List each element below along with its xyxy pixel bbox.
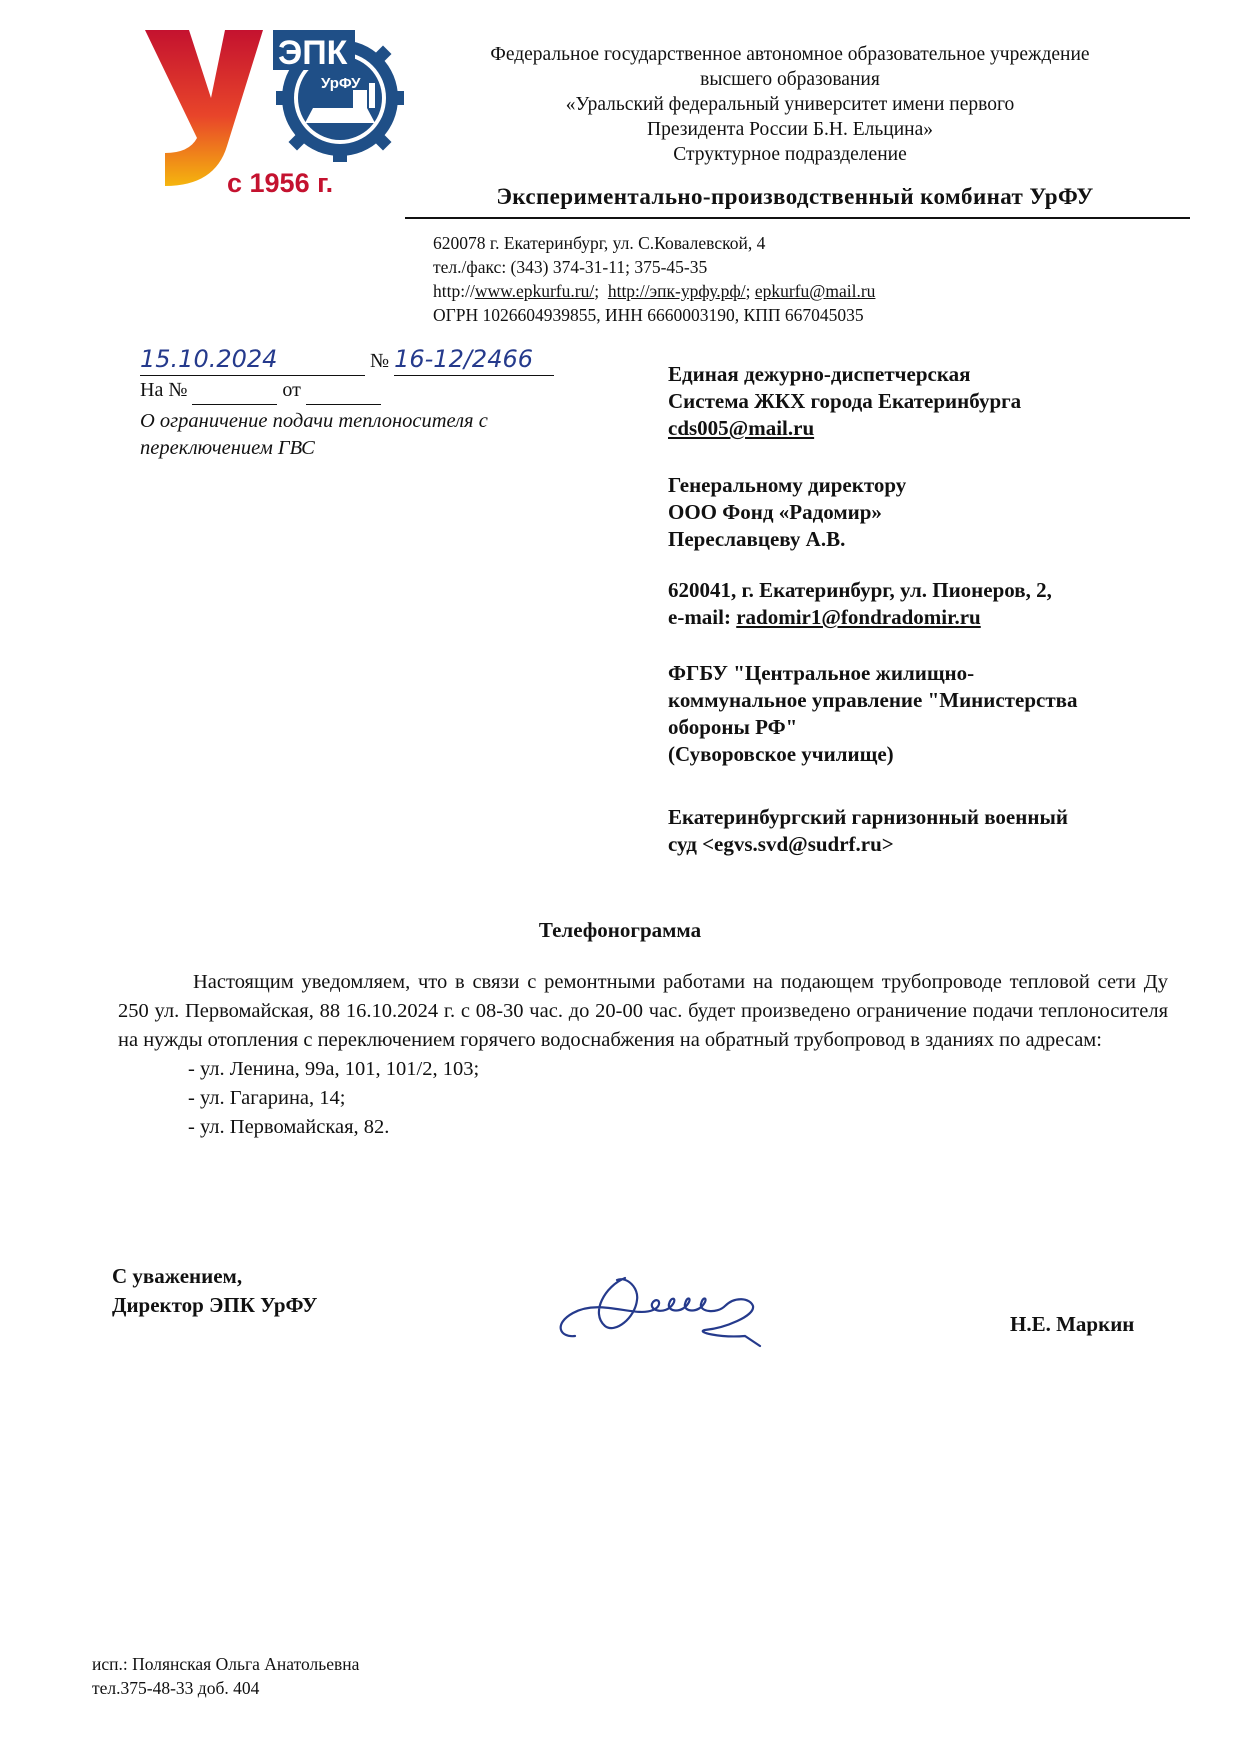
website-link-1[interactable]: www.epkurfu.ru/ bbox=[474, 281, 595, 301]
org-line: «Уральский федеральный университет имени первого bbox=[565, 94, 1015, 115]
recipient-line: коммунальное управление "Министерства bbox=[668, 688, 1078, 712]
letter-body bbox=[118, 968, 1168, 1142]
recipient-email[interactable]: cds005@mail.ru bbox=[668, 416, 815, 440]
email-link[interactable]: epkurfu@mail.ru bbox=[754, 281, 876, 301]
recipient-line: обороны РФ" bbox=[668, 715, 798, 739]
recipient-line: ООО Фонд «Радомир» bbox=[668, 500, 882, 524]
website-link-2[interactable]: http://эпк-урфу.рф/ bbox=[607, 281, 746, 301]
letter-subject: О ограничение подачи теплоносителя с переключением ГВС bbox=[140, 410, 488, 459]
registration-block bbox=[140, 345, 554, 405]
contact-phone: тел./факс: (343) 374-31-11; 375-45-35 bbox=[433, 257, 708, 277]
header-rule bbox=[405, 217, 1190, 219]
email-label: e-mail: bbox=[668, 605, 731, 629]
separator: ; bbox=[745, 281, 751, 301]
recipient-line: Система ЖКХ города Екатеринбурга bbox=[668, 389, 1022, 413]
recipient-line: Екатеринбургский гарнизонный военный bbox=[668, 805, 1068, 829]
address-item: - ул. Первомайская, 82. bbox=[188, 1116, 390, 1138]
contact-web-line bbox=[433, 279, 875, 303]
org-line: Президента России Б.Н. Ельцина» bbox=[647, 119, 933, 140]
address-item: - ул. Гагарина, 14; bbox=[188, 1087, 346, 1109]
reg-date-line bbox=[140, 345, 554, 376]
recipient-line: 620041, г. Екатеринбург, ул. Пионеров, 2, bbox=[668, 578, 1052, 602]
signature-block bbox=[112, 1262, 317, 1320]
recipient-email[interactable]: radomir1@fondradomir.ru bbox=[736, 605, 981, 629]
signer-name: Н.Е. Маркин bbox=[1010, 1312, 1135, 1336]
contact-address: 620078 г. Екатеринбург, ул. С.Ковалевской, 4 bbox=[433, 233, 766, 253]
org-line: высшего образования bbox=[700, 69, 880, 90]
recipient-line: ФГБУ "Центральное жилищно- bbox=[668, 661, 975, 685]
executor-footer bbox=[92, 1652, 359, 1700]
logo-abbr: ЭПК bbox=[278, 34, 348, 72]
signer-position: Директор ЭПК УрФУ bbox=[112, 1293, 318, 1317]
recipient-court bbox=[668, 804, 1168, 858]
reg-number-label: № bbox=[370, 350, 390, 372]
recipient-fgbu bbox=[668, 660, 1168, 768]
recipient-line: Генеральному директору bbox=[668, 473, 907, 497]
org-line: Федеральное государственное автономное образовательное учреждение bbox=[490, 44, 1090, 65]
unit-title: Экспериментально-производственный комбинат УрФУ bbox=[496, 184, 1094, 209]
recipient-line: (Суворовское училище) bbox=[668, 742, 894, 766]
reg-date: 15.10.2024 bbox=[140, 345, 278, 373]
recipient-dispatch bbox=[668, 361, 1168, 442]
closing: С уважением, bbox=[112, 1264, 243, 1288]
ref-label: На № bbox=[140, 379, 188, 401]
epk-urfu-logo bbox=[145, 28, 405, 198]
org-header bbox=[420, 42, 1160, 167]
reg-number: 16-12/2466 bbox=[394, 345, 533, 373]
recipient-line: Переславцеву А.В. bbox=[668, 527, 846, 551]
body-paragraph: Настоящим уведомляем, что в связи с ремонтными работами на подающем трубопроводе тепловой сети Ду 250 ул. Первомайская, 88 16.10.2024 г. с 08-30 час. до 20-00 час. будет произведено ограничение подачи теплоносителя на нужды отопления с переключением горячего водоснабжения на обратный трубопровод в зданиях по адресам: bbox=[118, 971, 1168, 1051]
recipient-radomir bbox=[668, 472, 1168, 553]
recipient-email-line bbox=[668, 604, 1168, 631]
recipient-radomir-address bbox=[668, 577, 1168, 631]
separator: ; bbox=[594, 281, 600, 301]
handwritten-signature bbox=[555, 1258, 795, 1358]
contact-ids: ОГРН 1026604939855, ИНН 6660003190, КПП 667045035 bbox=[433, 305, 864, 325]
executor-name: исп.: Полянская Ольга Анатольевна bbox=[92, 1654, 360, 1674]
logo-sub: УрФУ bbox=[321, 75, 361, 92]
document-heading: Телефонограмма bbox=[538, 918, 702, 942]
web-prefix: http:// bbox=[433, 281, 475, 301]
executor-phone: тел.375-48-33 доб. 404 bbox=[92, 1678, 260, 1698]
u-letter-shape bbox=[145, 30, 263, 186]
address-item: - ул. Ленина, 99а, 101, 101/2, 103; bbox=[188, 1058, 480, 1080]
reg-ref-line bbox=[140, 376, 554, 405]
recipient-line: Единая дежурно-диспетчерская bbox=[668, 362, 971, 386]
ref-from-label: от bbox=[282, 379, 301, 401]
recipient-line: суд <egvs.svd@sudrf.ru> bbox=[668, 832, 894, 856]
contacts-block bbox=[433, 231, 875, 327]
logo-since: с 1956 г. bbox=[227, 168, 334, 198]
org-line: Структурное подразделение bbox=[673, 144, 907, 165]
